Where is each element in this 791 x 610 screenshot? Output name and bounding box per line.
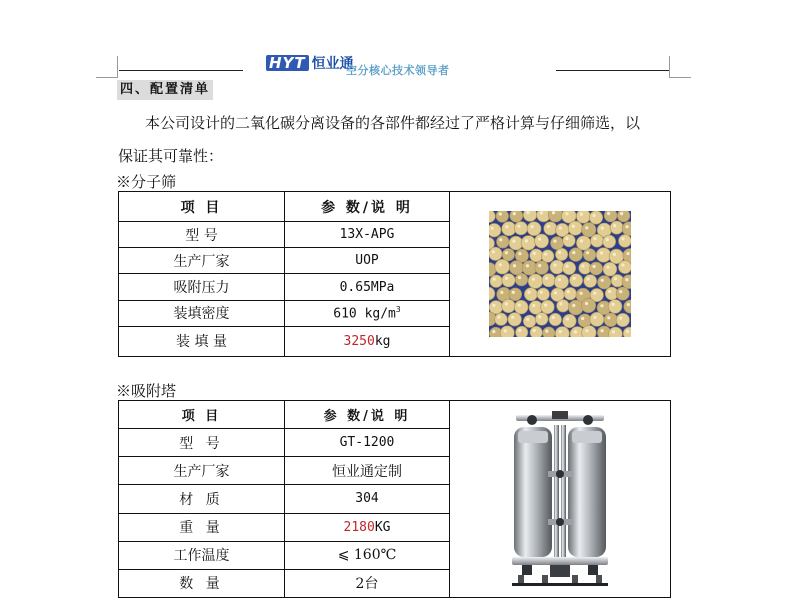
logo-mark: HYT [266,55,309,71]
company-logo [266,52,354,74]
crop-mark-top-left [117,56,118,78]
weight-number: 2180 [343,519,375,535]
sieve-col-item: 项 目 [119,192,285,222]
sieve-row-value: 0.65MPa [285,274,450,300]
sieve-row-value: 13X-APG [285,222,450,248]
tower-row-value: 恒业通定制 [285,457,450,485]
crop-mark-top-left-h [96,77,118,78]
density-value: 610 kg/m [333,306,396,322]
sieve-row-value [285,300,450,326]
fill-amount-unit: kg [374,333,391,349]
tower-row-value: ⩽ 160℃ [285,541,450,569]
sieve-row-label: 型 号 [119,222,285,248]
tower-heading: ※吸附塔 [116,382,177,400]
intro-line-1: 本公司设计的二氧化碳分离设备的各部件都经过了严格计算与仔细筛选，以 [145,114,641,132]
crop-mark-top-right-h [669,77,691,78]
section-title: 四、配置清单 [117,80,213,100]
crop-mark-top-right [669,56,670,78]
sieve-row-value: UOP [285,248,450,274]
tower-row-label: 材 质 [119,485,285,513]
tower-row-label: 生产厂家 [119,457,285,485]
weight-unit: KG [374,519,391,535]
sieve-col-param: 参 数/说 明 [285,192,450,222]
sieve-heading: ※分子筛 [116,173,177,191]
sieve-row-label: 装 填 量 [119,326,285,356]
sieve-image-cell [450,192,671,357]
tower-row-label: 工作温度 [119,541,285,569]
tower-row-value: 304 [285,485,450,513]
tower-row-value: GT-1200 [285,429,450,457]
header-rule-left [119,70,243,71]
intro-line-2: 保证其可靠性： [118,147,224,165]
tower-col-item: 项 目 [119,401,285,429]
sieve-row-label: 装填密度 [119,300,285,326]
header-slogan: 空分核心技术领导者 [346,64,450,77]
sieve-table [118,191,671,357]
tower-col-param: 参 数/说 明 [285,401,450,429]
sieve-row-label: 生产厂家 [119,248,285,274]
logo-name: 恒业通 [311,56,354,72]
adsorption-tower-photo [508,411,612,587]
tower-row-label: 重 量 [119,513,285,541]
tower-row-label: 型 号 [119,429,285,457]
sieve-row-label: 吸附压力 [119,274,285,300]
molecular-sieve-beads-photo [489,211,631,337]
fill-amount-number: 3250 [343,333,375,349]
tower-image-cell [450,401,671,598]
sieve-row-value [285,326,450,356]
density-exponent: 3 [395,305,401,315]
header-rule-right [556,70,669,71]
tower-table [118,400,671,598]
tower-row-value [285,513,450,541]
tower-row-label: 数 量 [119,569,285,597]
tower-row-value: 2台 [285,569,450,597]
